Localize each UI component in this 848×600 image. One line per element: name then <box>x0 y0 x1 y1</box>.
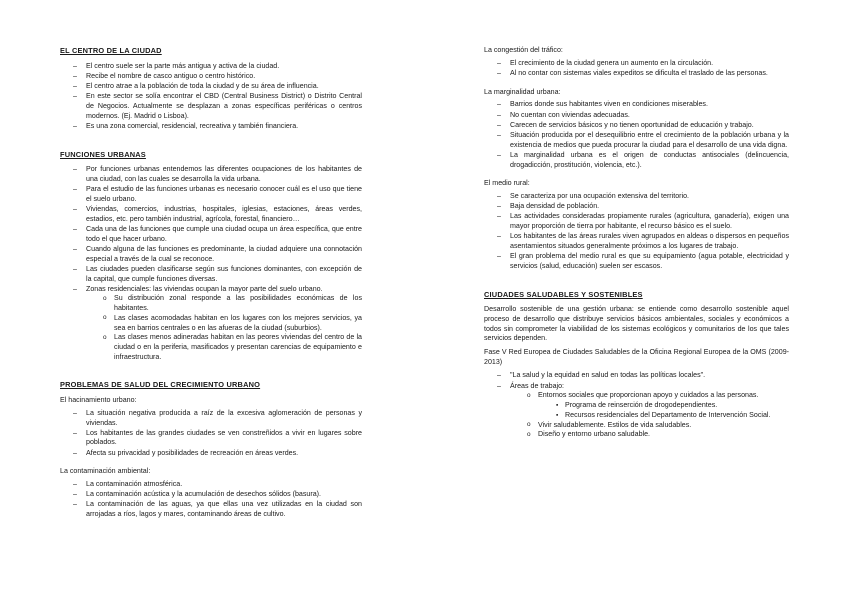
sublist-item-text: Entornos sociales que proporcionan apoyo y cuidados a las personas. <box>538 391 759 400</box>
list-item: – Es una zona comercial, residencial, recreativa y también financiera. <box>60 122 362 132</box>
list-item: – La contaminación acústica y la acumulación de desechos sólidos (basura). <box>60 490 362 500</box>
square-item: ▪ Recursos residenciales del Departamento de Intervención Social. <box>538 411 789 421</box>
sublist-item: o Vivir saludablemente. Estilos de vida saludables. <box>510 421 789 431</box>
list-item: – El crecimiento de la ciudad genera un aumento en la circulación. <box>484 59 789 69</box>
list-item: – Afecta su privacidad y posibilidades de recreación en áreas verdes. <box>60 449 362 459</box>
section-title-funciones: FUNCIONES URBANAS <box>60 149 146 159</box>
funciones-list <box>60 165 362 362</box>
right-column <box>484 46 789 449</box>
list-item: – No cuentan con viviendas adecuadas. <box>484 111 789 121</box>
list-item: – Se caracteriza por una ocupación extensiva del territorio. <box>484 192 789 202</box>
centro-list <box>60 62 362 132</box>
rural-lead: El medio rural: <box>484 179 530 188</box>
list-item: – Carecen de servicios básicos y no tienen oportunidad de educación y trabajo. <box>484 121 789 131</box>
areas-sublist <box>510 391 789 440</box>
list-item: – Recibe el nombre de casco antiguo o centro histórico. <box>60 72 362 82</box>
list-item: – Las ciudades pueden clasificarse según sus funciones dominantes, con excepción de la capital, que cumple funciones diversas. <box>60 265 362 284</box>
hacinamiento-list <box>60 409 362 459</box>
list-item: – Barrios donde sus habitantes viven en condiciones miserables. <box>484 100 789 110</box>
square-item: ▪ Programa de reinserción de drogodependientes. <box>538 401 789 411</box>
trafico-lead: La congestión del tráfico: <box>484 46 563 54</box>
left-column <box>60 46 362 529</box>
zonas-sublist <box>86 294 362 362</box>
marginalidad-lead: La marginalidad urbana: <box>484 87 561 96</box>
list-item: – La marginalidad urbana es el origen de conductas antisociales (delincuencia, drogadicción, prostitución, violencia, etc.). <box>484 151 789 170</box>
sublist-item: o Diseño y entorno urbano saludable. <box>510 430 789 440</box>
sublist-item <box>510 391 789 420</box>
sublist-item: o Las clases acomodadas habitan en los lugares con los mejores servicios, ya sea en barrios centrales o en las afueras de la ciudad (suburbios). <box>86 314 362 333</box>
hacinamiento-lead: El hacinamiento urbano: <box>60 396 137 405</box>
list-item: – Al no contar con sistemas viales expeditos se dificulta el traslado de las personas. <box>484 69 789 79</box>
section-title-problemas: PROBLEMAS DE SALUD DEL CRECIMIENTO URBANO <box>60 380 261 390</box>
paragraph-fase-v: Fase V Red Europea de Ciudades Saludables de la Oficina Regional Europea de la OMS (2009-2013) <box>484 348 789 366</box>
sublist-item: o Las clases menos adineradas habitan en las peores viviendas del centro de la ciudad o en la periferia, masificados y presentan carencias de equipamiento e infraestructura. <box>86 333 362 362</box>
list-item-text: Zonas residenciales: las viviendas ocupan la mayor parte del suelo urbano. <box>86 284 323 293</box>
list-item: – La contaminación de las aguas, ya que ellas una vez utilizadas en la ciudad son arrojadas a ríos, lagos y mares, contaminando áreas de cultivo. <box>60 500 362 519</box>
section-title-saludables: CIUDADES SALUDABLES Y SOSTENIBLES <box>484 289 643 299</box>
list-item: – El centro suele ser la parte más antigua y activa de la ciudad. <box>60 62 362 72</box>
trafico-list <box>484 59 789 79</box>
list-item: – Viviendas, comercios, industrias, hospitales, iglesias, estaciones, áreas verdes, estadios, etc. pero también industrial, agrícola, forestal, financiero… <box>60 205 362 224</box>
list-item-text: Áreas de trabajo: <box>510 381 565 390</box>
contaminacion-list <box>60 480 362 520</box>
list-item <box>484 382 789 440</box>
section-title-centro: EL CENTRO DE LA CIUDAD <box>60 46 162 55</box>
list-item: – Cada una de las funciones que cumple una ciudad ocupa un área específica, que entre todo el que hacer urbano. <box>60 225 362 244</box>
list-item: – Cuando alguna de las funciones es predominante, la ciudad adquiere una connotación especial a través de la cual se reconoce. <box>60 245 362 264</box>
marginalidad-list <box>484 100 789 170</box>
list-item: – El gran problema del medio rural es que su equipamiento (agua potable, electricidad y servicios (salud, educación) suelen ser escasos. <box>484 252 789 271</box>
saludables-list <box>484 371 789 439</box>
list-item: – Para el estudio de las funciones urbanas es necesario conocer cuál es el uso que tiene el suelo urbano. <box>60 185 362 204</box>
list-item: – Los habitantes de las grandes ciudades se ven constreñidos a vivir en lugares sobre poblados. <box>60 429 362 448</box>
list-item: – Las actividades consideradas propiamente rurales (agricultura, ganadería), exigen una mayor proporción de tierra por habitante, el recurso básico es el suelo. <box>484 212 789 231</box>
list-item: – Por funciones urbanas entendemos las diferentes ocupaciones de los habitantes de una ciudad, con las cuales se desarrolla la vida urbana. <box>60 165 362 184</box>
list-item: – Situación producida por el desequilibrio entre el crecimiento de la población urbana y la existencia de medios que pueda procurar la ciudad para el desarrollo de una vida digna. <box>484 131 789 150</box>
list-item: – Los habitantes de las áreas rurales viven agrupados en aldeas o dispersos en pequeños asentamientos situados generalmente próximos a los lugares de trabajo. <box>484 232 789 251</box>
rural-list <box>484 192 789 272</box>
list-item <box>60 285 362 363</box>
programas-sublist <box>538 401 789 420</box>
list-item: – "La salud y la equidad en salud en todas las políticas locales". <box>484 371 789 381</box>
list-item: – El centro atrae a la población de toda la ciudad y de su área de influencia. <box>60 82 362 92</box>
list-item: – La situación negativa producida a raíz de la excesiva aglomeración de personas y viviendas. <box>60 409 362 428</box>
list-item: – La contaminación atmosférica. <box>60 480 362 490</box>
sublist-item: o Su distribución zonal responde a las posibilidades económicas de los habitantes. <box>86 294 362 313</box>
list-item: – En este sector se solía encontrar el CBD (Central Business District) o Distrito Central de Negocios. Actualmente se desplazan a zonas específicas periféricas o centros modernos. (Ej. Madrid o Lisboa). <box>60 92 362 121</box>
contaminacion-lead: La contaminación ambiental: <box>60 467 151 476</box>
list-item: – Baja densidad de población. <box>484 202 789 212</box>
paragraph-desarrollo: Desarrollo sostenible de una gestión urbana: se entiende como desarrollo sostenible aquel proceso de desarrollo que distribuye servicios básicos ambientales, sociales y económicos a todos sin comprometer la viabilidad de los sistemas ecológicos y comunitarios de los que tales servicios dependen. <box>484 305 789 343</box>
